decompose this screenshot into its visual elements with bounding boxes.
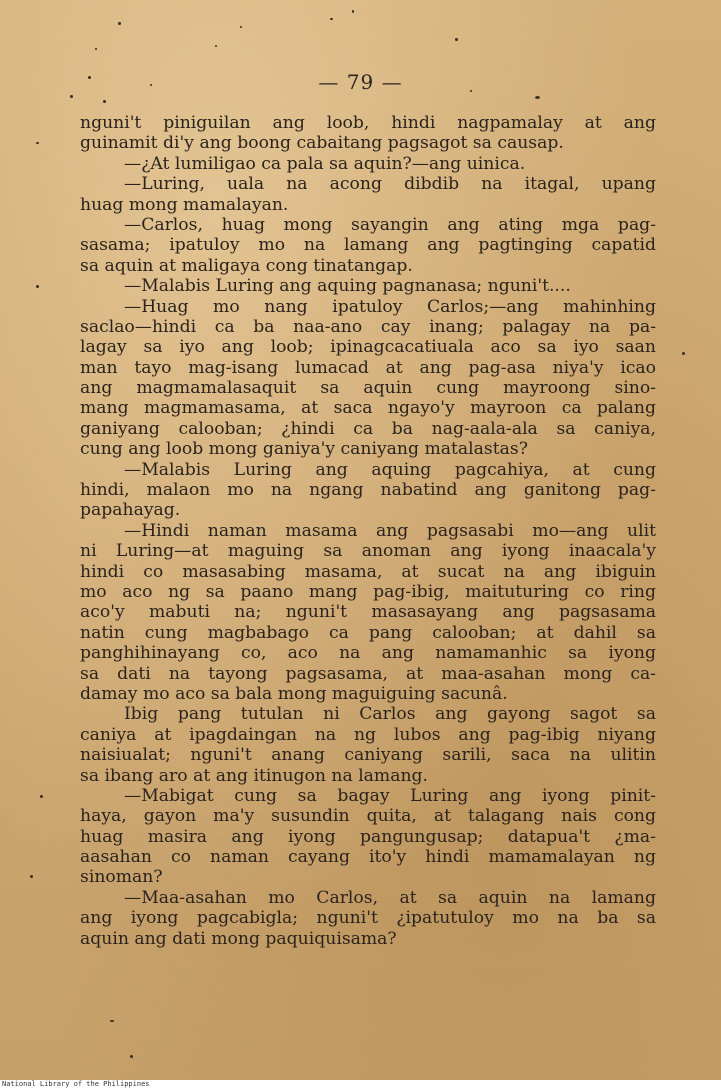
text-line: ang magmamalasaquit sa aquin cung mayroong sino-: [80, 378, 656, 399]
text-line: naisiualat; nguni't anang caniyang sarili, saca na ulitin: [80, 745, 656, 766]
text-line: —Maa-asahan mo Carlos, at sa aquin na lamang: [124, 887, 656, 908]
text-line: hindi, malaon mo na ngang nabatind ang ganitong pag-: [80, 480, 656, 501]
text-line: —Huag mo nang ipatuloy Carlos;—ang mahinhing: [124, 296, 656, 317]
text-line: mo aco ng sa paano mang pag-ibig, maituturing co ring: [80, 581, 656, 602]
text-line: papahayag.: [80, 500, 181, 521]
text-line: hindi co masasabing masama, at sucat na ang ibiguin: [80, 561, 656, 582]
text-line: ni Luring—at maguing sa anoman ang iyong inaacala'y: [80, 541, 656, 562]
text-line: sa dati na tayong pagsasama, at maa-asahan mong ca-: [80, 663, 656, 684]
text-line: aco'y mabuti na; nguni't masasayang ang pagsasama: [80, 602, 656, 623]
text-line: —Malabis Luring ang aquing pagcahiya, at cung: [124, 459, 656, 480]
text-line: caniya at ipagdaingan na ng lubos ang pag-ibig niyang: [80, 724, 656, 745]
text-line: aasahan co naman cayang ito'y hindi mamamalayan ng: [80, 847, 656, 868]
text-line: man tayo mag-isang lumacad at ang pag-asa niya'y icao: [80, 357, 656, 378]
text-line: —Luring, uala na acong dibdib na itagal, upang: [124, 174, 656, 195]
text-line: —¿At lumiligao ca pala sa aquin?—ang uinica.: [124, 153, 526, 174]
text-line: natin cung magbabago ca pang calooban; at dahil sa: [80, 622, 656, 643]
text-line: —Malabis Luring ang aquing pagnanasa; nguni't....: [124, 276, 571, 297]
text-line: haya, gayon ma'y susundin quita, at talagang nais cong: [80, 806, 656, 827]
text-line: sa aquin at maligaya cong tinatangap.: [80, 255, 413, 276]
text-line: sasama; ipatuloy mo na lamang ang pagtinging capatid: [80, 235, 656, 256]
text-line: —Carlos, huag mong sayangin ang ating mga pag-: [124, 214, 656, 235]
page-number: — 79 —: [318, 70, 403, 94]
text-line: lagay sa iyo ang loob; ipinagcacatiuala aco sa iyo saan: [80, 337, 656, 358]
text-line: damay mo aco sa bala mong maguiguing sacunâ.: [80, 683, 508, 704]
text-line: nguni't piniguilan ang loob, hindi nagpamalay at ang: [80, 113, 656, 133]
text-line: mang magmamasama, at saca ngayo'y mayroon ca palang: [80, 398, 656, 419]
footer-bar: [0, 1080, 721, 1088]
text-line: Ibig pang tutulan ni Carlos ang gayong sagot sa: [124, 704, 656, 725]
text-line: —Mabigat cung sa bagay Luring ang iyong pinit-: [124, 785, 656, 806]
text-line: sinoman?: [80, 867, 163, 888]
text-line: saclao—hindi ca ba naa-ano cay inang; palagay na pa-: [80, 316, 656, 337]
body-text: [80, 113, 656, 949]
text-line: —Hindi naman masama ang pagsasabi mo—ang ulit: [124, 520, 656, 541]
footer-label: National Library of the Philippines: [2, 1080, 150, 1088]
text-line: guinamit di'y ang boong cabaitang pagsagot sa causap.: [80, 133, 564, 154]
text-line: huag mong mamalayan.: [80, 194, 289, 215]
text-line: panghihinayang co, aco na ang namamanhic sa iyong: [80, 643, 656, 664]
text-line: aquin ang dati mong paquiquisama?: [80, 928, 397, 949]
text-line: cung ang loob mong ganiya'y caniyang matalastas?: [80, 439, 528, 460]
text-line: ganiyang calooban; ¿hindi ca ba nag-aala-ala sa caniya,: [80, 418, 656, 439]
text-line: sa ibang aro at ang itinugon na lamang.: [80, 765, 429, 786]
text-line: ang iyong pagcabigla; nguni't ¿ipatutuloy mo na ba sa: [80, 908, 656, 929]
text-line: huag masira ang iyong pangungusap; datapua't ¿ma-: [80, 826, 656, 847]
